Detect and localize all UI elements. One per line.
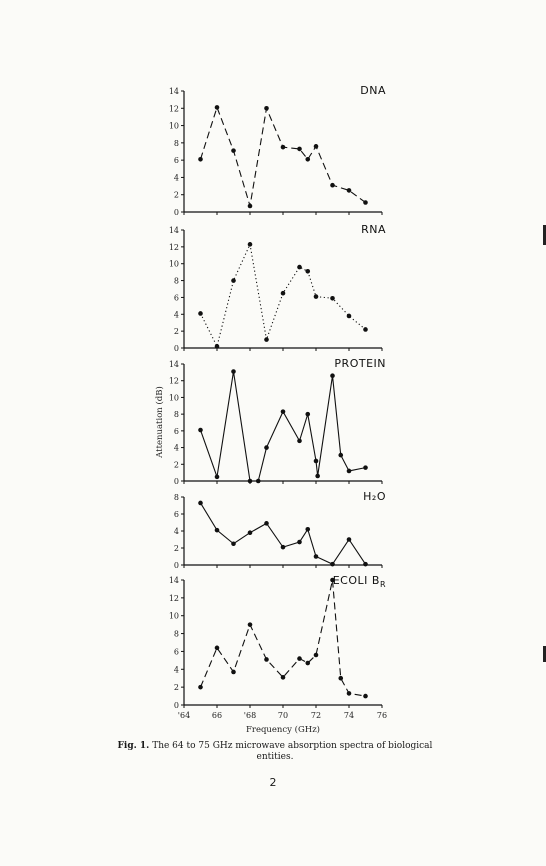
data-point — [198, 428, 203, 433]
data-point — [198, 157, 203, 162]
y-tick-label: 2 — [173, 683, 179, 693]
panel-title: RNA — [361, 223, 386, 236]
data-point — [231, 148, 236, 153]
x-tick-label: 70 — [277, 711, 289, 720]
data-point — [305, 527, 310, 532]
y-tick-label: 8 — [173, 410, 179, 420]
y-tick-label: 0 — [173, 344, 179, 353]
data-point — [347, 188, 352, 193]
y-tick-label: 14 — [168, 576, 179, 585]
data-point — [297, 439, 302, 444]
y-tick-label: 4 — [173, 310, 179, 320]
y-tick-label: 0 — [173, 561, 179, 570]
panel-title: H₂O — [363, 490, 386, 503]
data-point — [281, 675, 286, 680]
data-point — [305, 661, 310, 666]
data-point — [297, 656, 302, 661]
series-line — [201, 503, 366, 564]
data-point — [347, 691, 352, 696]
y-tick-label: 6 — [173, 426, 179, 436]
data-point — [314, 144, 319, 149]
series-line — [201, 372, 366, 481]
data-point — [231, 369, 236, 374]
data-point — [264, 106, 269, 111]
data-point — [338, 676, 343, 681]
data-point — [305, 412, 310, 417]
series-line — [201, 107, 366, 206]
data-point — [330, 296, 335, 301]
data-point — [231, 541, 236, 546]
data-point — [363, 200, 368, 205]
y-tick-label: 8 — [173, 138, 179, 148]
data-point — [281, 545, 286, 550]
y-tick-label: 14 — [168, 87, 179, 96]
data-point — [264, 657, 269, 662]
y-tick-label: 4 — [173, 527, 179, 536]
data-point — [314, 554, 319, 559]
x-axis-title: Frequency (GHz) — [246, 725, 320, 735]
data-point — [215, 528, 220, 533]
data-point — [264, 337, 269, 342]
y-tick-label: 0 — [173, 477, 179, 486]
data-point — [256, 479, 261, 484]
y-tick-label: 0 — [173, 208, 179, 217]
y-tick-label: 12 — [168, 104, 179, 114]
y-tick-label: 10 — [168, 611, 179, 621]
y-tick-label: 14 — [168, 226, 179, 235]
panel-title-subscript: R — [379, 580, 386, 589]
y-tick-label: 2 — [173, 544, 179, 553]
data-point — [347, 469, 352, 474]
data-point — [330, 183, 335, 188]
data-point — [215, 646, 220, 651]
x-tick-label: '68 — [243, 711, 257, 720]
data-point — [248, 479, 253, 484]
data-point — [231, 278, 236, 283]
data-point — [347, 314, 352, 319]
y-tick-label: 2 — [173, 190, 179, 200]
data-point — [363, 562, 368, 567]
data-point — [264, 521, 269, 526]
y-tick-label: 6 — [173, 647, 179, 657]
x-tick-label: 72 — [310, 711, 322, 720]
figure-caption — [110, 741, 440, 763]
data-point — [264, 445, 269, 450]
y-tick-label: 4 — [173, 443, 179, 453]
data-point — [231, 670, 236, 675]
panel-title: ECOLI $B_R$ — [332, 574, 386, 589]
data-point — [297, 265, 302, 270]
y-tick-label: 6 — [173, 156, 179, 166]
y-tick-label: 8 — [173, 276, 179, 286]
y-tick-label: 0 — [173, 701, 179, 710]
y-tick-label: 8 — [173, 629, 179, 639]
data-point — [305, 269, 310, 274]
y-tick-label: 4 — [173, 173, 179, 183]
data-point — [248, 622, 253, 627]
data-point — [281, 145, 286, 150]
data-point — [363, 327, 368, 332]
panel-title: PROTEIN — [334, 357, 386, 370]
caption-label: Fig. 1. — [117, 741, 150, 751]
y-tick-label: 12 — [168, 593, 179, 603]
panel-title: DNA — [360, 84, 386, 97]
y-axis-title: Attenuation (dB) — [155, 386, 165, 458]
x-tick-label: '64 — [177, 711, 191, 720]
y-tick-label: 10 — [168, 393, 179, 403]
data-point — [248, 204, 253, 209]
y-tick-label: 2 — [173, 460, 179, 470]
caption-text: The 64 to 75 GHz microwave absorption spectra of biological entities. — [152, 741, 433, 762]
data-point — [297, 540, 302, 545]
data-point — [363, 694, 368, 699]
data-point — [330, 373, 335, 378]
data-point — [248, 242, 253, 247]
y-tick-label: 6 — [173, 293, 179, 303]
x-tick-label: 74 — [343, 711, 355, 720]
data-point — [363, 465, 368, 470]
y-tick-label: 6 — [173, 510, 179, 519]
data-point — [198, 311, 203, 316]
y-tick-label: 12 — [168, 242, 179, 252]
data-point — [297, 147, 302, 152]
data-point — [198, 501, 203, 506]
data-point — [281, 409, 286, 414]
data-point — [281, 291, 286, 296]
data-point — [215, 475, 220, 480]
data-point — [248, 530, 253, 535]
data-point — [338, 453, 343, 458]
data-point — [347, 537, 352, 542]
y-tick-label: 12 — [168, 376, 179, 386]
y-tick-label: 14 — [168, 360, 179, 369]
x-tick-label: 76 — [376, 711, 388, 720]
data-point — [330, 562, 335, 567]
y-tick-label: 2 — [173, 327, 179, 337]
y-tick-label: 10 — [168, 259, 179, 269]
data-point — [315, 474, 320, 479]
data-point — [215, 344, 220, 349]
page-number: 2 — [269, 776, 277, 789]
data-point — [215, 105, 220, 110]
data-point — [314, 653, 319, 658]
y-tick-label: 8 — [173, 493, 179, 502]
x-tick-label: 66 — [211, 711, 223, 720]
y-tick-label: 4 — [173, 665, 179, 675]
data-point — [314, 459, 319, 464]
data-point — [314, 294, 319, 299]
data-point — [198, 685, 203, 690]
y-tick-label: 10 — [168, 121, 179, 131]
data-point — [305, 157, 310, 162]
